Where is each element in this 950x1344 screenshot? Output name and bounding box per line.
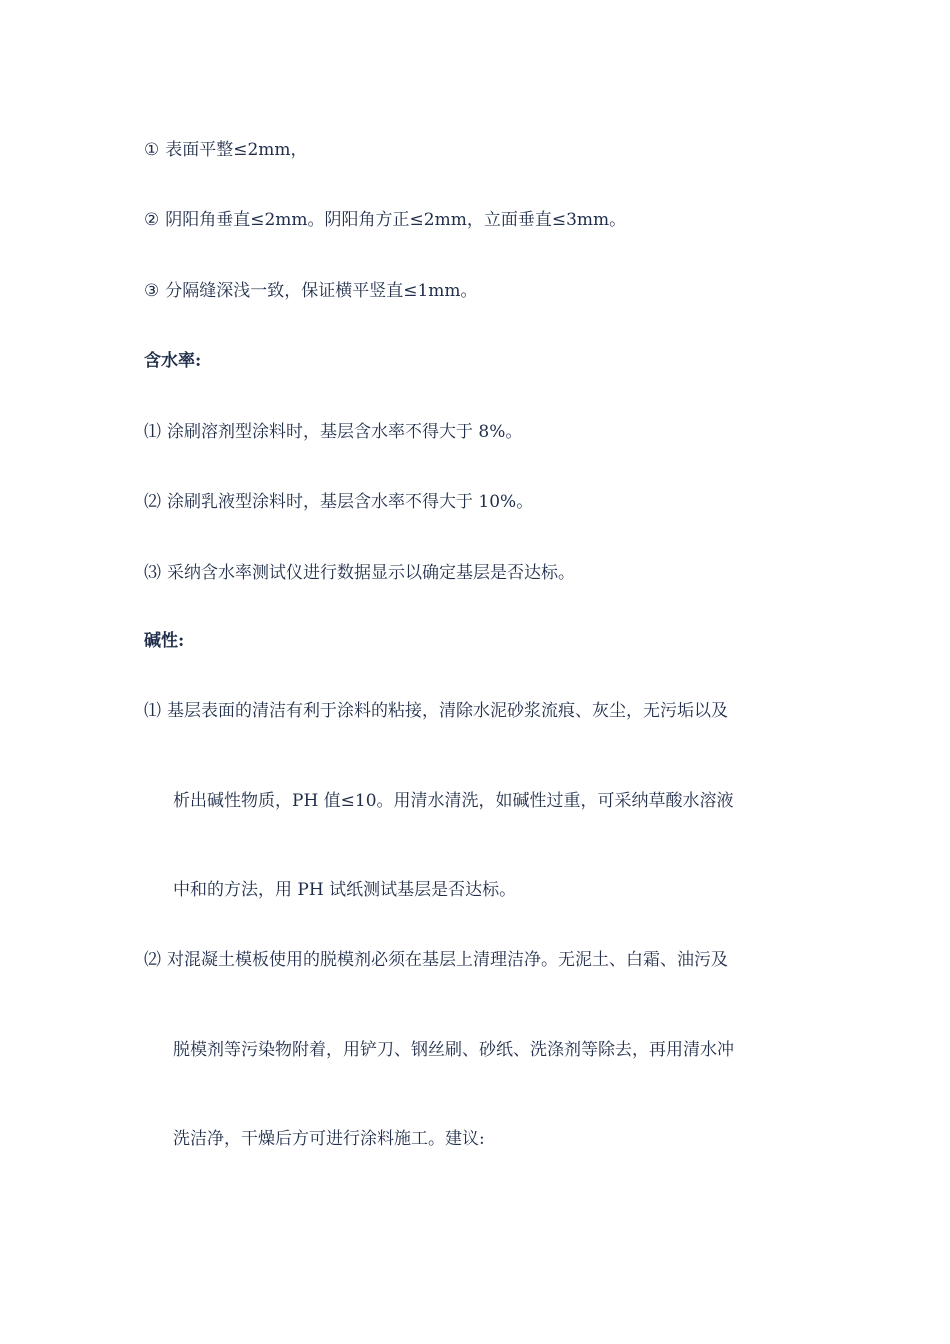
list-marker: ③ bbox=[144, 281, 160, 301]
alkalinity-heading: 碱性: bbox=[144, 631, 185, 651]
moisture-item-2 bbox=[144, 490, 533, 514]
list-item-text: 分隔缝深浅一致，保证横平竖直≤1mm。 bbox=[165, 281, 478, 301]
flatness-item-3 bbox=[144, 279, 478, 303]
alkalinity-item-1-line-1 bbox=[144, 699, 728, 723]
list-item-text: 阴阳角垂直≤2mm。阴阳角方正≤2mm，立面垂直≤3mm。 bbox=[165, 210, 627, 230]
list-marker: ⑶ bbox=[144, 563, 161, 583]
moisture-item-3 bbox=[144, 561, 575, 585]
list-marker: ⑵ bbox=[144, 492, 161, 512]
list-item-text: 表面平整≤2mm， bbox=[165, 140, 308, 160]
list-marker: ⑴ bbox=[144, 422, 161, 442]
list-marker: ⑴ bbox=[144, 701, 161, 721]
list-marker: ② bbox=[144, 210, 160, 230]
flatness-item-2 bbox=[144, 208, 626, 232]
list-marker: ① bbox=[144, 140, 160, 160]
alkalinity-item-2-line-2: 脱模剂等污染物附着，用铲刀、钢丝刷、砂纸、洗涤剂等除去，再用清水冲 bbox=[173, 1040, 734, 1060]
list-item-text: 采纳含水率测试仪进行数据显示以确定基层是否达标。 bbox=[167, 563, 575, 583]
alkalinity-item-2-line-1 bbox=[144, 948, 728, 972]
flatness-item-1 bbox=[144, 138, 308, 162]
alkalinity-item-1-line-2: 析出碱性物质，PH 值≤10。用清水清洗，如碱性过重，可采纳草酸水溶液 bbox=[173, 791, 734, 811]
alkalinity-item-2-line-3: 洗洁净，干燥后方可进行涂料施工。建议: bbox=[173, 1129, 485, 1149]
moisture-heading: 含水率: bbox=[144, 351, 202, 371]
list-item-text: 基层表面的清洁有利于涂料的粘接，清除水泥砂浆流痕、灰尘，无污垢以及 bbox=[167, 701, 728, 721]
list-item-text: 涂刷乳液型涂料时，基层含水率不得大于 10%。 bbox=[167, 492, 534, 512]
moisture-item-1 bbox=[144, 420, 522, 444]
list-marker: ⑵ bbox=[144, 950, 161, 970]
alkalinity-item-1-line-3: 中和的方法，用 PH 试纸测试基层是否达标。 bbox=[173, 880, 517, 900]
list-item-text: 涂刷溶剂型涂料时，基层含水率不得大于 8%。 bbox=[167, 422, 523, 442]
list-item-text: 对混凝土模板使用的脱模剂必须在基层上清理洁净。无泥土、白霜、油污及 bbox=[167, 950, 728, 970]
